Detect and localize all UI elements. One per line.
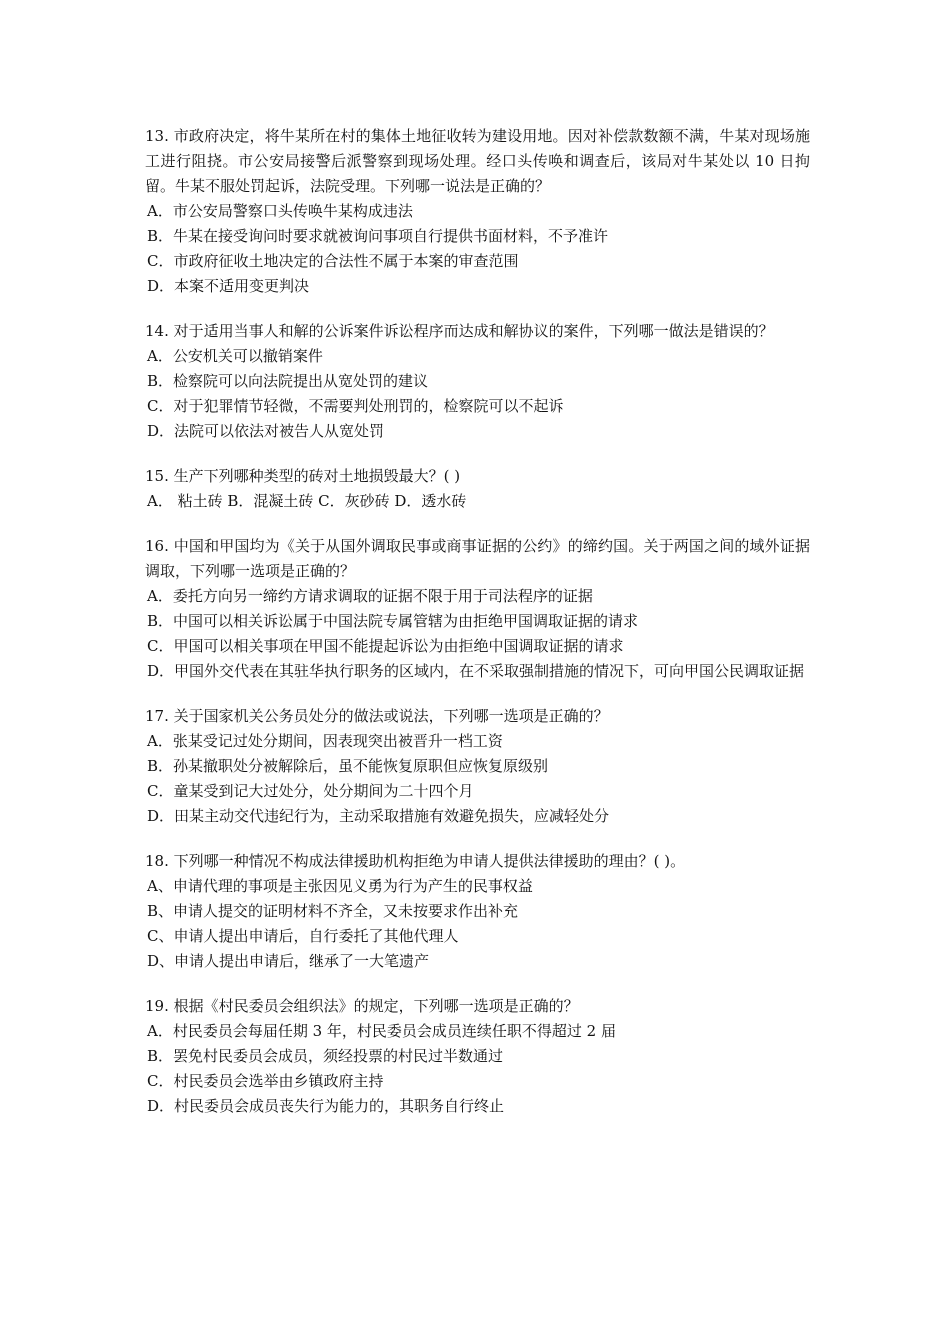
question-stem: 18. 下列哪一种情况不构成法律援助机构拒绝为申请人提供法律援助的理由？( )。	[145, 852, 686, 870]
option-b: B．中国可以相关诉讼属于中国法院专属管辖为由拒绝甲国调取证据的请求	[147, 612, 639, 630]
option-a: A．市公安局警察口头传唤牛某构成违法	[147, 202, 413, 220]
option-d: D、申请人提出申请后，继承了一大笔遗产	[147, 952, 430, 970]
question-stem: 17. 关于国家机关公务员处分的做法或说法，下列哪一选项是正确的？	[145, 707, 609, 725]
option-c: C．甲国可以相关事项在甲国不能提起诉讼为由拒绝中国调取证据的请求	[147, 637, 624, 655]
option-d: D．村民委员会成员丧失行为能力的，其职务自行终止	[147, 1097, 505, 1115]
option-c: C．对于犯罪情节轻微，不需要判处刑罚的，检察院可以不起诉	[147, 397, 564, 415]
document-page	[145, 124, 810, 1139]
question-19	[145, 994, 810, 1119]
question-16	[145, 534, 810, 684]
question-17	[145, 704, 810, 829]
option-a: A．村民委员会每届任期 3 年，村民委员会成员连续任职不得超过 2 届	[147, 1022, 616, 1040]
question-stem: 14. 对于适用当事人和解的公诉案件诉讼程序而达成和解协议的案件，下列哪一做法是错误的？	[145, 322, 774, 340]
option-b: B．检察院可以向法院提出从宽处罚的建议	[147, 372, 429, 390]
question-15	[145, 464, 810, 514]
option-a: A、申请代理的事项是主张因见义勇为行为产生的民事权益	[147, 877, 533, 895]
question-stem: 16. 中国和甲国均为《关于从国外调取民事或商事证据的公约》的缔约国。关于两国之间的域外证据调取，下列哪一选项是正确的？	[145, 537, 810, 580]
option-d: D．田某主动交代违纪行为，主动采取措施有效避免损失，应减轻处分	[147, 807, 610, 825]
option-c: C．村民委员会选举由乡镇政府主持	[147, 1072, 384, 1090]
option-line: A． 粘土砖 B．混凝土砖 C．灰砂砖 D．透水砖	[147, 492, 467, 510]
question-13	[145, 124, 810, 299]
option-a: A．公安机关可以撤销案件	[147, 347, 323, 365]
option-c: C．市政府征收土地决定的合法性不属于本案的审查范围	[147, 252, 519, 270]
option-b: B．牛某在接受询问时要求就被询问事项自行提供书面材料，不予准许	[147, 227, 609, 245]
option-b: B．孙某撤职处分被解除后，虽不能恢复原职但应恢复原级别	[147, 757, 549, 775]
option-d: D．法院可以依法对被告人从宽处罚	[147, 422, 385, 440]
question-stem: 13. 市政府决定，将牛某所在村的集体土地征收转为建设用地。因对补偿款数额不满，牛某对现场施工进行阻挠。市公安局接警后派警察到现场处理。经口头传唤和调查后，该局对牛某处以 10 日拘留。牛某不服处罚起诉，法院受理。下列哪一说法是正确的？	[145, 127, 810, 195]
option-a: A．委托方向另一缔约方请求调取的证据不限于用于司法程序的证据	[147, 587, 593, 605]
option-d: D．本案不适用变更判决	[147, 277, 310, 295]
option-b: B．罢免村民委员会成员，须经投票的村民过半数通过	[147, 1047, 504, 1065]
option-c: C．童某受到记大过处分，处分期间为二十四个月	[147, 782, 474, 800]
question-18	[145, 849, 810, 974]
option-d: D．甲国外交代表在其驻华执行职务的区域内，在不采取强制措施的情况下，可向甲国公民调取证据	[147, 662, 805, 680]
option-b: B、申请人提交的证明材料不齐全，又未按要求作出补充	[147, 902, 519, 920]
question-stem: 15. 生产下列哪种类型的砖对土地损毁最大？( )	[145, 467, 461, 485]
option-c: C、申请人提出申请后，自行委托了其他代理人	[147, 927, 459, 945]
option-a: A．张某受记过处分期间，因表现突出被晋升一档工资	[147, 732, 503, 750]
question-14	[145, 319, 810, 444]
question-stem: 19. 根据《村民委员会组织法》的规定，下列哪一选项是正确的？	[145, 997, 579, 1015]
